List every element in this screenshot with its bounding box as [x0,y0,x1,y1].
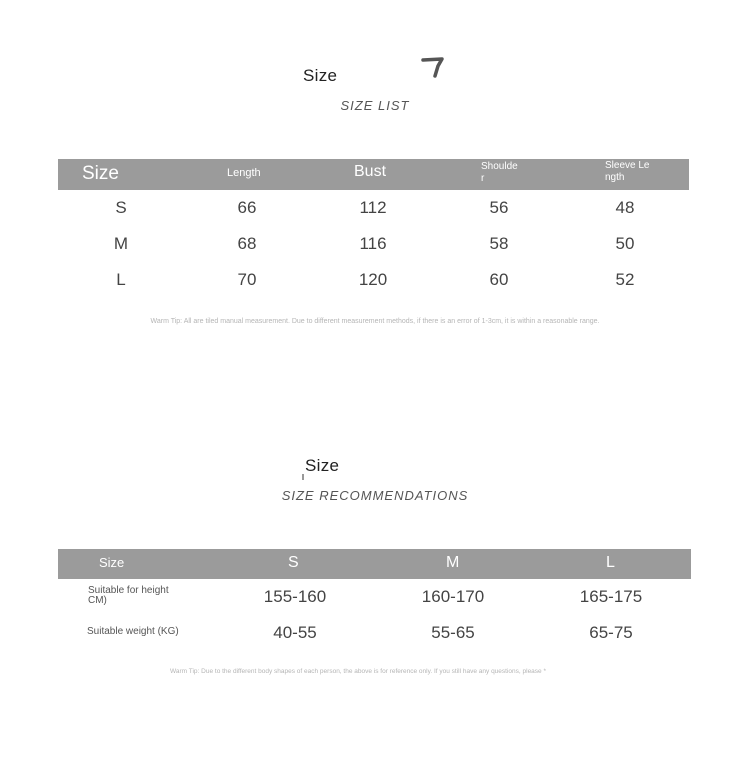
size-recommendations-header-row [58,549,691,579]
cell-height-m: 160-170 [421,587,485,606]
cell-bust: 116 [359,234,387,253]
cell-shoulder: 56 [489,198,509,217]
cell-shoulder: 60 [489,270,509,289]
size-list-table [58,159,689,298]
cell-size: S [115,198,127,217]
header-size: Size [82,163,119,184]
cell-height-l: 165-175 [579,587,643,606]
size-list-header-row [58,159,689,190]
header-sleeve-length: Sleeve Length [605,160,650,183]
cell-length: 70 [237,270,257,289]
cell-bust: 112 [359,198,387,217]
table-row [58,226,689,262]
hook-decoration-icon [420,56,448,82]
cell-sleeve-length: 48 [615,198,635,217]
table-row [58,579,691,615]
cell-height-s: 155-160 [263,587,327,606]
cell-weight-s: 40-55 [273,623,317,642]
row-label-weight: Suitable weight (KG) [87,626,179,637]
table-row [58,262,689,298]
header-l: L [606,554,615,571]
row-label-height: Suitable for height CM) [88,585,169,606]
size-recommendations-subtitle: SIZE RECOMMENDATIONS [281,488,469,503]
header-size: Size [99,555,125,570]
cell-length: 68 [237,234,257,253]
size-list-subtitle: SIZE LIST [340,98,410,113]
header-shoulder: Shoulder [481,161,518,184]
tick-mark-decoration [302,474,304,480]
cell-bust: 120 [358,270,388,289]
size-recommendations-table [58,549,691,651]
cell-weight-l: 65-75 [589,623,633,642]
cell-weight-m: 55-65 [431,623,475,642]
header-bust: Bust [354,163,387,180]
header-m: M [446,554,460,571]
size-list-title: Size [303,66,338,85]
cell-size: M [113,234,129,253]
header-s: S [288,554,299,571]
cell-length: 66 [237,198,257,217]
cell-sleeve-length: 52 [615,270,635,289]
size-list-warm-tip: Warm Tip: All are tiled manual measurement. Due to different measurement methods, if there is an error of 1-3cm, it is within a reasonable range. [150,318,600,325]
table-row [58,615,691,651]
table-row [58,190,689,226]
size-recommendations-title: Size [305,456,340,475]
cell-shoulder: 58 [489,234,509,253]
cell-size: L [116,270,126,289]
header-length: Length [227,167,261,179]
cell-sleeve-length: 50 [615,234,635,253]
size-recommendations-warm-tip: Warm Tip: Due to the different body shapes of each person, the above is for reference only. If you still have any questions, please * [169,668,546,675]
